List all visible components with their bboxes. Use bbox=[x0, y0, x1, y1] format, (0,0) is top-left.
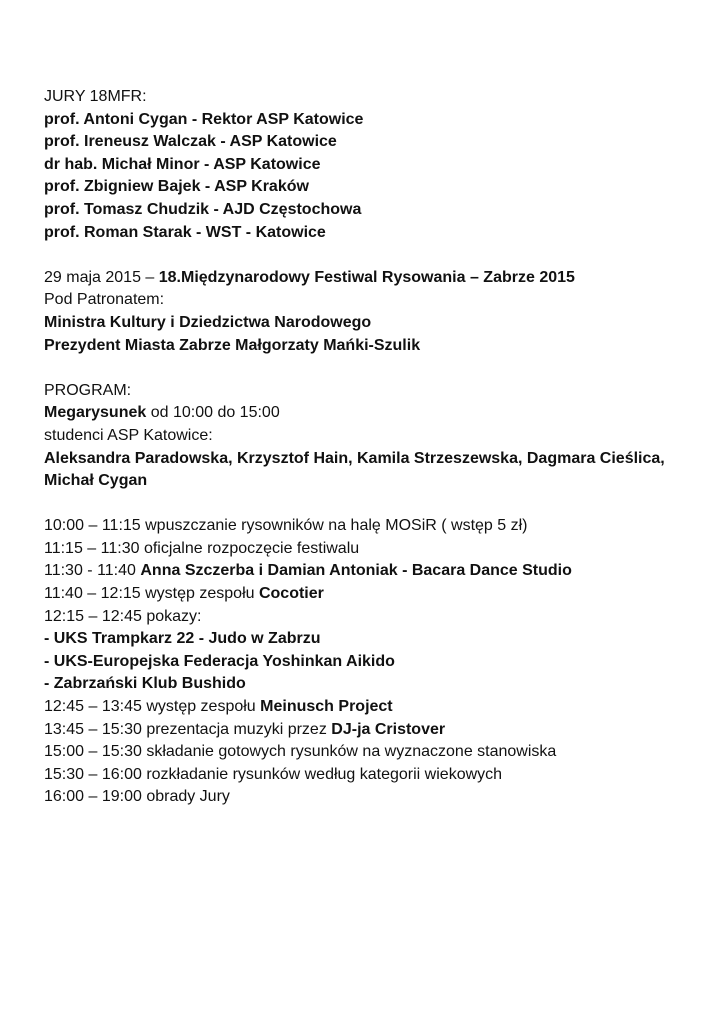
schedule-item bbox=[44, 719, 684, 742]
jury-member: prof. Ireneusz Walczak - ASP Katowice bbox=[44, 133, 337, 151]
patron: Ministra Kultury i Dziedzictwa Narodowego bbox=[44, 313, 372, 331]
schedule-item: 12:15 – 12:45 pokazy: bbox=[44, 607, 202, 625]
schedule-time: 11:40 – 12:15 występ zespołu bbox=[44, 585, 259, 603]
jury-member: dr hab. Michał Minor - ASP Katowice bbox=[44, 155, 321, 173]
schedule-time: 12:45 – 13:45 występ zespołu bbox=[44, 698, 261, 716]
schedule-performer: DJ-ja Cristover bbox=[331, 720, 446, 738]
show-item: - UKS-Europejska Federacja Yoshinkan Aikido bbox=[44, 652, 395, 670]
festival-date: 29 maja 2015 – bbox=[44, 268, 159, 286]
festival-line bbox=[44, 267, 684, 290]
patron: Prezydent Miasta Zabrze Małgorzaty Mańki-Szulik bbox=[44, 336, 421, 354]
schedule-performer: Anna Szczerba i Damian Antoniak - Bacara Dance Studio bbox=[140, 562, 572, 580]
schedule-item: 15:00 – 15:30 składanie gotowych rysunków na wyznaczone stanowiska bbox=[44, 743, 557, 761]
jury-member: prof. Antoni Cygan - Rektor ASP Katowice bbox=[44, 110, 364, 128]
jury-member: prof. Roman Starak - WST - Katowice bbox=[44, 223, 326, 241]
program-heading: PROGRAM: bbox=[44, 381, 132, 399]
schedule-time: 13:45 – 15:30 prezentacja muzyki przez bbox=[44, 720, 332, 738]
megarysunek-time: od 10:00 do 15:00 bbox=[146, 404, 280, 422]
schedule-item bbox=[44, 583, 684, 606]
schedule-item: 16:00 – 19:00 obrady Jury bbox=[44, 788, 230, 806]
schedule-item bbox=[44, 696, 684, 719]
megarysunek-label: Megarysunek bbox=[44, 404, 147, 422]
schedule-performer: Cocotier bbox=[258, 585, 324, 603]
students-names: Aleksandra Paradowska, Krzysztof Hain, Kamila Strzeszewska, Dagmara Cieślica, Michał Cygan bbox=[44, 449, 665, 490]
megarysunek-line bbox=[44, 402, 684, 425]
schedule-item: 15:30 – 16:00 rozkładanie rysunków według kategorii wiekowych bbox=[44, 765, 503, 783]
jury-member: prof. Zbigniew Bajek - ASP Kraków bbox=[44, 178, 309, 196]
jury-member: prof. Tomasz Chudzik - AJD Częstochowa bbox=[44, 200, 362, 218]
schedule-item bbox=[44, 560, 684, 583]
schedule-item: 11:15 – 11:30 oficjalne rozpoczęcie festiwalu bbox=[44, 539, 360, 557]
patronage-label: Pod Patronatem: bbox=[44, 291, 165, 309]
document-page bbox=[44, 86, 684, 809]
show-item: - UKS Trampkarz 22 - Judo w Zabrzu bbox=[44, 630, 321, 648]
festival-title: 18.Międzynarodowy Festiwal Rysowania – Zabrze 2015 bbox=[158, 268, 575, 286]
show-item: - Zabrzański Klub Bushido bbox=[44, 675, 246, 693]
schedule-performer: Meinusch Project bbox=[260, 698, 393, 716]
jury-heading: JURY 18MFR: bbox=[44, 88, 147, 105]
students-label: studenci ASP Katowice: bbox=[44, 426, 213, 444]
schedule-time: 11:30 - 11:40 bbox=[44, 562, 141, 580]
schedule-item: 10:00 – 11:15 wpuszczanie rysowników na halę MOSiR ( wstęp 5 zł) bbox=[44, 517, 528, 535]
